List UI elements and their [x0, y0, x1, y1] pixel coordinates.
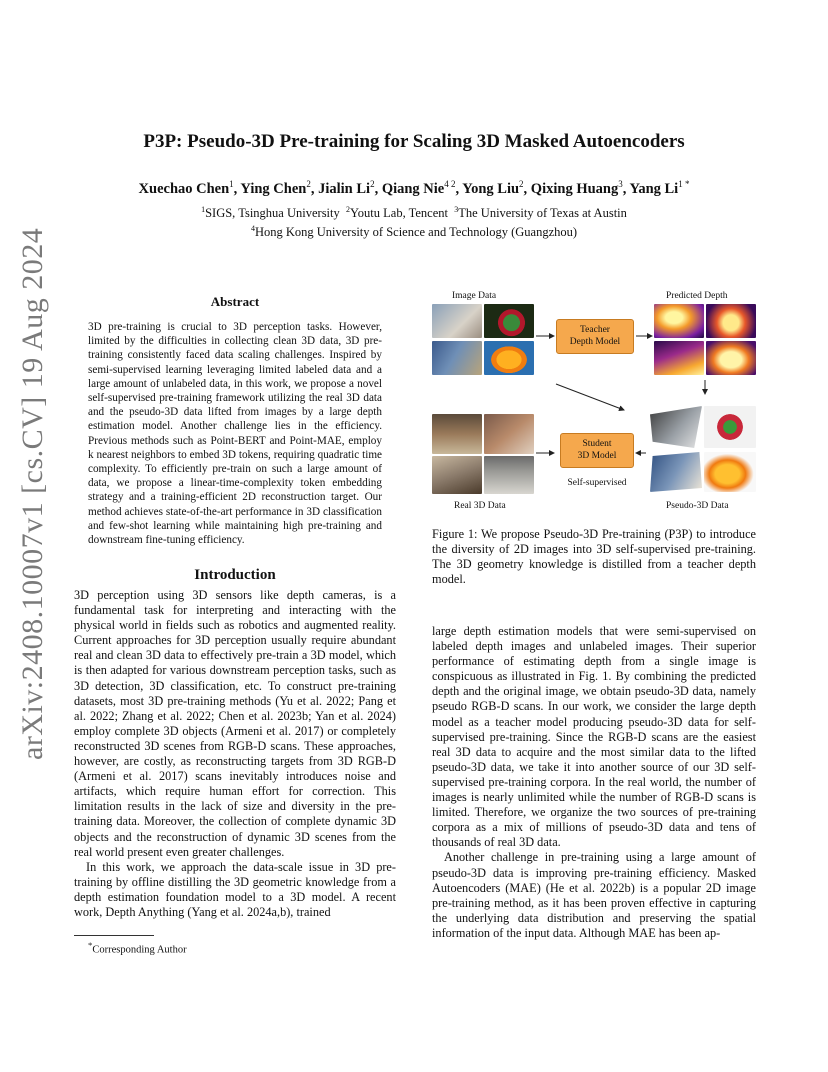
arrow-diagonal	[556, 384, 624, 410]
affiliations-line-2: $^4$Hong Kong University of Science and Technology (Guangzhou)	[250, 224, 578, 240]
real-3d-thumbnail	[432, 414, 482, 454]
abstract-heading: Abstract	[210, 294, 260, 309]
real-3d-thumbnail	[484, 456, 534, 494]
author-affiliation-mark: 2	[519, 179, 524, 189]
pseudo-3d-thumbnail	[650, 452, 702, 492]
author-name: Qixing Huang$^3$	[530, 179, 623, 197]
student-3d-model-box: Student 3D Model	[560, 433, 634, 468]
label-pseudo-3d-data: Pseudo-3D Data	[666, 501, 729, 511]
author-name: Yang $Li^{1 *}$	[629, 179, 690, 197]
intro-paragraph-4: Another challenge in pre-training using a large amount of pseudo-3D data is improving pre-training efficiency. Masked Autoencoders (MAE) (He et al. 2022b) is a popular 2D image pre-training method, as it has been proven effective in capturing the underlying data distribution and preserving the spatial information of the input data. Although MAE has been ap-	[432, 850, 756, 940]
author-name: Ying Chen$^2$	[240, 179, 311, 197]
author-affiliation-mark: 4 2	[444, 179, 456, 189]
author-affiliation-mark: 1	[229, 179, 234, 189]
pseudo-3d-thumbnail	[704, 406, 756, 448]
figure-1	[432, 288, 756, 513]
author-affiliation-mark: 1 *	[678, 179, 690, 189]
author-affiliation-mark: 2	[370, 179, 375, 189]
introduction-heading: Introduction	[194, 567, 276, 583]
intro-paragraph-1: 3D perception using 3D sensors like depth cameras, is a fundamental task for interpreting and interacting with the physical world in fields such as robotics and augmented reality. Current approaches for 3D perception usually require abundant real and clean 3D data to effectively pre-train a 3D model, which is then adapted for various downstream perception tasks, such as 3D detection, 3D classification, etc. To construct pre-training datasets, most 3D pre-training methods (Yu et al. 2022; Pang et al. 2022; Zhang et al. 2022; Chen et al. 2023b; Yan et al. 2024) employ complete 3D objects (Armeni et al. 2017) or completely reconstructed 3D scenes from RGB-D scans. These approaches, however, are costly, as reconstructing targets from 3D RGB-D (Armeni et al. 2017) scans inevitably introduces noise and artifacts, which require human effort for correction. This limitation results in the lack of size and diversity in the pre-training data. Moreover, the collection of complete dynamic 3D objects and the reconstruction of dynamic 3D scenes from the real world present even greater challenges.	[74, 588, 396, 859]
intro-paragraph-2: In this work, we approach the data-scale issue in 3D pre-training by offline distilling the 3D geometric knowledge from a depth estimation foundation model to a 3D model. A recent work, Depth Anything (Yang et al. 2024a,b), trained	[74, 859, 396, 919]
author-name: Yong Liu$^2$	[462, 179, 524, 197]
abstract-text: 3D pre-training is crucial to 3D perception tasks. However, limited by the difficulties in collecting clean 3D data, 3D pre-training consistently faced data scaling challenges. Inspired by semi-supervised learning leveraging limited labeled data and a large amount of unlabeled data, in this work, we propose a novel self-supervised pre-training framework utilizing the real 3D data and the pseudo-3D data lifted from images by a large depth estimation model. Another challenge lies in the efficiency. Previous methods such as Point-BERT and Point-MAE, employ k nearest neighbors to embed 3D tokens, requiring quadratic time complexity. To efficiently pre-train on such a large amount of data, we propose a linear-time-complexity token embedding strategy and a training-efficient 2D reconstruction target. Our method achieves state-of-the-art performance in 3D classification and few-shot learning while maintaining high pre-training and downstream fine-tuning efficiency.	[88, 321, 382, 547]
author-name: Xuechao Chen$^1$	[138, 179, 234, 197]
teacher-depth-model-box: Teacher Depth Model	[556, 319, 634, 354]
label-predicted-depth: Predicted Depth	[666, 291, 728, 301]
affiliation: The University of Texas at Austin	[458, 206, 627, 221]
real-3d-thumbnail	[432, 456, 482, 494]
right-column-body	[432, 624, 756, 941]
left-column-body	[74, 588, 396, 920]
author-name: Jialin Li$^2$	[318, 179, 375, 197]
paper-title: P3P: Pseudo-3D Pre-training for Scaling 3D Masked Autoencoders	[143, 131, 685, 152]
author-list: Xuechao Chen$^1$, Ying Chen$^2$, Jialin Li$^2$, Qiang Nie$^{4 2}$, Yong Liu$^2$, Qixing Huang$^3$, Yang $Li^{1 *}$	[138, 179, 690, 197]
affiliations	[0, 202, 828, 240]
intro-paragraph-3: large depth estimation models that were semi-supervised on labeled depth images and unlabeled images. Their superior performance of estimating depth from a single image is conspicuous as illustrated in Fig. 1. By combining the predicted depth and the original image, we obtain pseudo-3D data, namely pseudo RGB-D scans. In our work, we consider the large depth model as a teacher model producing pseudo-3D data for self-supervised pre-training. Since the RGB-D scans are the easiest real 3D data to acquire and the most similar data to the lifted pseudo-3D data, we take it into another source of our 3D self-supervised pre-training corpora. In the real world, the number of images is nearly unlimited while the number of RGB-D scans is limited. Therefore, we organize the two sources of pre-training corpora as a mix of millions of pseudo-3D data and tens of thousands of real 3D data.	[432, 624, 756, 850]
figure-caption: Figure 1: We propose Pseudo-3D Pre-training (P3P) to introduce the diversity of 2D images into 3D self-supervised pre-training. The 3D geometry knowledge is distilled from a teacher depth model.	[432, 527, 756, 587]
author-affiliation-mark: 2	[306, 179, 311, 189]
arxiv-identifier: arXiv:2408.10007v1 [cs.CV] 19 Aug 2024	[16, 227, 49, 760]
footnote-divider	[74, 935, 154, 936]
affiliation: Youtu Lab, Tencent	[350, 206, 448, 221]
label-self-supervised: Self-supervised	[567, 478, 627, 488]
pseudo-3d-thumbnail	[704, 452, 756, 492]
affiliation: SIGS, Tsinghua University	[205, 206, 340, 221]
affiliations-line-1: $^1$SIGS, Tsinghua University $^2$Youtu Lab, Tencent $^3$The University of Texas at Austin	[201, 205, 627, 221]
label-image-data: Image Data	[452, 291, 497, 301]
author-name: Qiang Nie$^{4 2}$	[381, 179, 456, 197]
label-real-3d-data: Real 3D Data	[454, 501, 506, 511]
footnote: *Corresponding Author	[88, 940, 187, 956]
author-affiliation-mark: 3	[618, 179, 623, 189]
real-3d-thumbnail	[484, 414, 534, 454]
